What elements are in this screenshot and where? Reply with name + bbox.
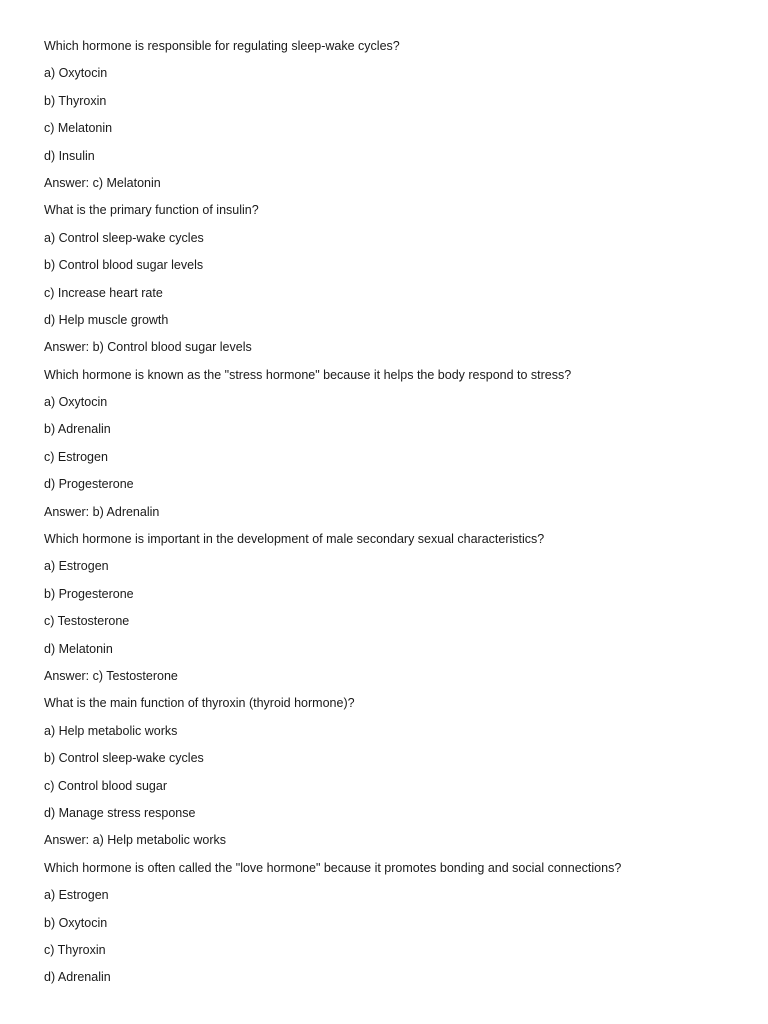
option-a: a) Help metabolic works (44, 723, 178, 738)
answer-text: Answer: a) Help metabolic works (44, 833, 227, 848)
option-b: b) Progesterone (44, 586, 134, 601)
option-b: b) Adrenalin (44, 422, 111, 437)
option-c: c) Melatonin (44, 121, 113, 136)
option-d: d) Adrenalin (44, 970, 111, 985)
option-c: c) Control blood sugar (44, 778, 167, 793)
option-a: a) Control sleep-wake cycles (44, 230, 204, 245)
option-b: b) Control blood sugar levels (44, 258, 204, 273)
answer-text: Answer: b) Control blood sugar levels (44, 340, 252, 355)
document-page (44, 38, 744, 997)
question-text: What is the primary function of insulin? (44, 203, 259, 218)
question-text: Which hormone is known as the "stress hormone" because it helps the body respond to stress? (44, 367, 572, 382)
option-a: a) Oxytocin (44, 395, 108, 410)
question-text: Which hormone is important in the development of male secondary sexual characteristics? (44, 532, 545, 547)
option-b: b) Control sleep-wake cycles (44, 751, 204, 766)
option-a: a) Estrogen (44, 888, 109, 903)
option-c: c) Thyroxin (44, 942, 106, 957)
option-c: c) Estrogen (44, 449, 108, 464)
question-text: Which hormone is often called the "love hormone" because it promotes bonding and social connections? (44, 860, 622, 875)
question-text: What is the main function of thyroxin (thyroid hormone)? (44, 696, 355, 711)
answer-text: Answer: c) Testosterone (44, 668, 178, 683)
option-c: c) Increase heart rate (44, 285, 163, 300)
option-a: a) Oxytocin (44, 66, 108, 81)
answer-text: Answer: c) Melatonin (44, 175, 161, 190)
option-d: d) Insulin (44, 148, 95, 163)
answer-text: Answer: b) Adrenalin (44, 504, 160, 519)
option-d: d) Melatonin (44, 641, 113, 656)
option-d: d) Progesterone (44, 477, 134, 492)
question-text: Which hormone is responsible for regulating sleep-wake cycles? (44, 39, 400, 53)
option-d: d) Manage stress response (44, 805, 196, 820)
option-c: c) Testosterone (44, 614, 130, 629)
option-a: a) Estrogen (44, 559, 109, 574)
option-b: b) Thyroxin (44, 93, 107, 108)
option-b: b) Oxytocin (44, 915, 108, 930)
option-d: d) Help muscle growth (44, 312, 169, 327)
